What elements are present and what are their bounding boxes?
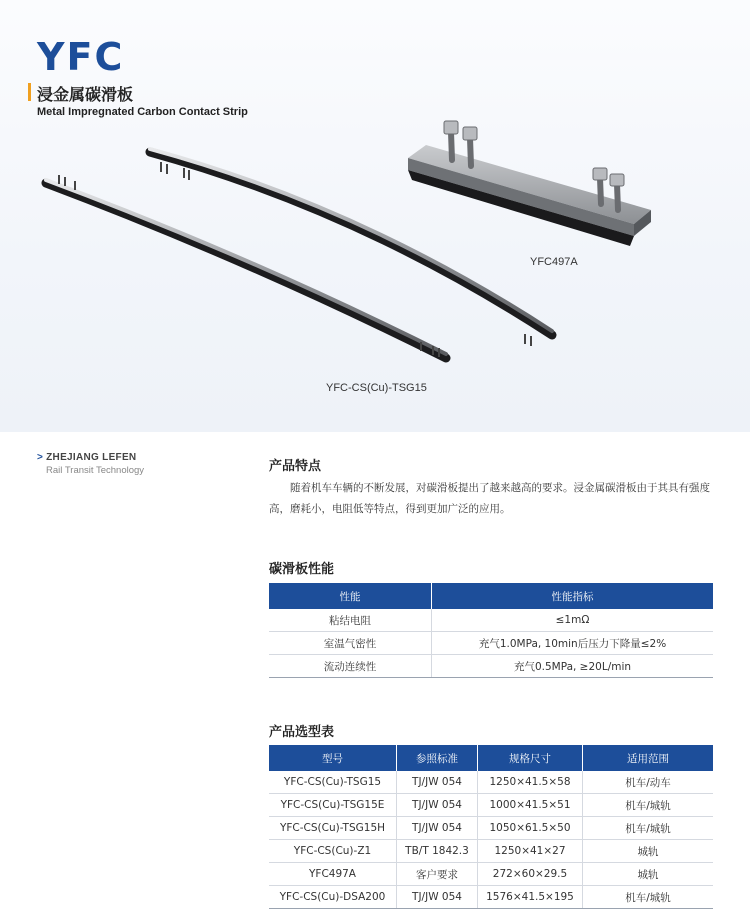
table-cell: 流动连续性 <box>269 655 432 678</box>
chevron-right-icon: > <box>37 452 44 463</box>
table-header-cell: 型号 <box>269 745 397 771</box>
table-header-cell: 性能指标 <box>432 583 714 609</box>
selection-heading: 产品选型表 <box>269 725 335 740</box>
table-cell: 1250×41.5×58 <box>478 771 583 794</box>
carbon-strip-lower <box>46 175 446 358</box>
table-cell: 机车/城轨 <box>583 794 714 817</box>
product-label-strip: YFC-CS(Cu)-TSG15 <box>326 382 427 394</box>
table-cell: 机车/城轨 <box>583 886 714 909</box>
contact-block <box>408 121 651 246</box>
page-title: 浸金属碳滑板 <box>37 85 134 104</box>
table-cell: 1000×41.5×51 <box>478 794 583 817</box>
table-cell: 城轨 <box>583 840 714 863</box>
page-subtitle: Metal Impregnated Carbon Contact Strip <box>37 106 248 118</box>
table-row <box>269 771 713 794</box>
table-cell: 1250×41×27 <box>478 840 583 863</box>
table-row <box>269 655 713 678</box>
table-cell: 客户要求 <box>397 863 478 886</box>
table-row <box>269 840 713 863</box>
table-cell: 城轨 <box>583 863 714 886</box>
performance-table <box>269 583 713 678</box>
table-cell: 1050×61.5×50 <box>478 817 583 840</box>
table-cell: YFC-CS(Cu)-Z1 <box>269 840 397 863</box>
brand-subtitle: Rail Transit Technology <box>46 465 145 476</box>
table-header-cell: 性能 <box>269 583 432 609</box>
table-cell: 机车/城轨 <box>583 817 714 840</box>
table-cell: 充气1.0MPa, 10min后压力下降量≤2% <box>432 632 714 655</box>
table-cell: YFC-CS(Cu)-TSG15E <box>269 794 397 817</box>
table-cell: 充气0.5MPa, ≥20L/min <box>432 655 714 678</box>
product-illustration <box>0 0 750 432</box>
table-cell: TB/T 1842.3 <box>397 840 478 863</box>
table-row <box>269 632 713 655</box>
table-row <box>269 863 713 886</box>
brand-name-line <box>37 452 144 463</box>
table-cell: 粘结电阻 <box>269 609 432 632</box>
performance-heading: 碳滑板性能 <box>269 562 335 577</box>
table-cell: YFC-CS(Cu)-DSA200 <box>269 886 397 909</box>
product-label-block: YFC497A <box>530 256 578 268</box>
table-row <box>269 817 713 840</box>
table-header-row <box>269 583 713 609</box>
table-cell: YFC-CS(Cu)-TSG15 <box>269 771 397 794</box>
table-cell: TJ/JW 054 <box>397 771 478 794</box>
table-header-cell: 适用范围 <box>583 745 714 771</box>
table-cell: YFC-CS(Cu)-TSG15H <box>269 817 397 840</box>
table-header-cell: 规格尺寸 <box>478 745 583 771</box>
table-cell: 272×60×29.5 <box>478 863 583 886</box>
brand-block <box>37 452 144 476</box>
table-cell: TJ/JW 054 <box>397 794 478 817</box>
table-cell: TJ/JW 054 <box>397 886 478 909</box>
table-header-row <box>269 745 713 771</box>
company-logo: YFC <box>37 35 125 79</box>
features-text: 随着机车车辆的不断发展，对碳滑板提出了越来越高的要求。浸金属碳滑板由于其具有强度高，磨耗小，电阻低等特点，得到更加广泛的应用。 <box>269 482 710 515</box>
table-cell: 机车/动车 <box>583 771 714 794</box>
table-cell: ≤1mΩ <box>432 609 714 632</box>
table-header-cell: 参照标准 <box>397 745 478 771</box>
selection-table <box>269 745 713 909</box>
features-heading: 产品特点 <box>269 459 322 474</box>
table-row <box>269 609 713 632</box>
table-cell: TJ/JW 054 <box>397 817 478 840</box>
table-row <box>269 794 713 817</box>
table-cell: 室温气密性 <box>269 632 432 655</box>
table-row <box>269 886 713 909</box>
brand-name: ZHEJIANG LEFEN <box>46 452 137 463</box>
table-cell: YFC497A <box>269 863 397 886</box>
table-cell: 1576×41.5×195 <box>478 886 583 909</box>
